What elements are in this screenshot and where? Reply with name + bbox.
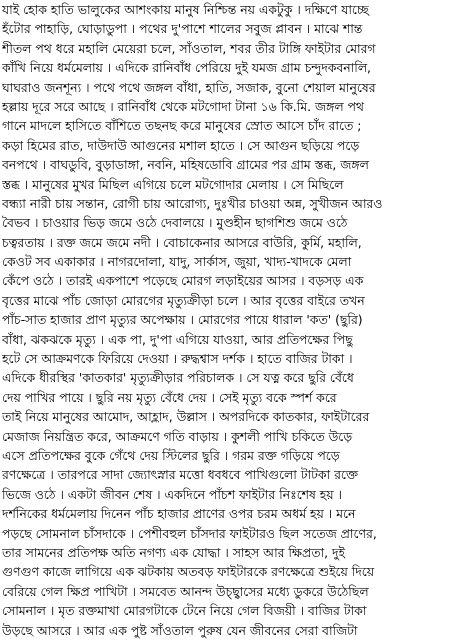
text-line: বেরিয়ে গেল ক্ষিপ্র পাখিটা । সমবেত আনন্দ উচ্ছ্বাসের মধ্যে ডুকরে উঠেছিল <box>2 583 369 599</box>
text-line: বনপথে । বাঘডুবি, বুড়াডাঙ্গা, নবনি, মহিষডোবি গ্রামের পর গ্রাম স্তব্ধ, জঙ্গল <box>2 157 369 173</box>
text-line: পাঁচ-সাত হাজার প্রাণ মৃত্যুর অপেক্ষায় । মোরগের পায়ে ধারাল 'কত' (ছুরি) <box>2 312 363 328</box>
text-line: হঁটোর পাহাড়ি, ঘোড়াডুপা । পথের দু'পাশে শালের সবুজ প্লাবন । মাঝে শান্ত <box>2 21 363 37</box>
text-line: রণক্ষেত্রে । তারপরে সাদা জ্যোৎস্নার মত্তো ধবধবে পাখিগুলো টাটকা রক্তে <box>2 467 358 483</box>
text-line: কেঁপে ওঠে । তারই একপাশে পড়েছে মোরগ লড়াইয়ের আসর । বড়সড় এক <box>2 273 364 289</box>
text-line: বৈভব । চাওয়ার ভিড় জমে ওঠে দেবালয়ে । মুণ্ডহীন ছাগশিশু জমে ওঠে <box>2 215 348 231</box>
text-line: হল্লায় দূরে সরে আছে । রানিবাঁধ থেকে মটগোদা টানা ১৬ কি.মি. জঙ্গল পথ <box>2 98 364 114</box>
text-line: স্তব্ধ । মানুষের মুখর মিছিল এগিয়ে চলে মটগোদার মেলায় । সে মিছিলে <box>2 176 344 192</box>
text-line: যাই হোক হাতি ভালুকের আশংকায় মানুষ নিশ্চিন্ত নয় একটুকু । দক্ষিণে যাচ্ছে <box>2 2 369 17</box>
text-line: ঘাঘরাও জনশূন্য । পথে পথে জঙ্গল বাঁধা, হাতি, সজাক, বুনো শেয়াল মানুষের <box>2 79 376 95</box>
text-line: চত্বরতায় । রক্ত জমে জমে নদী । বোচাকেনার আসরে বাউরি, কুর্মি, মহালি, <box>2 234 362 250</box>
text-line: কাঁখি নিয়ে ধর্মমেলায় । এদিকে রানিবাঁধ পেরিয়ে দুই যমজ গ্রাম চন্দুদকবনালি, <box>2 60 371 76</box>
text-line: তার সামনের প্রতিপক্ষ অতি নগণ্য এক যোদ্ধা । সাহস আর ক্ষিপ্রতা, দুই <box>2 544 345 560</box>
text-line: গুণগুণ কাজে লাগিয়ে এক ঝটকায় অতবড় ফাইটারকে রণক্ষেত্রে শুইয়ে দিয়ে <box>2 564 375 580</box>
text-line: সোমনাল । মৃত রক্তমাখা মোরগটাকে টেনে নিয়ে গেল বিজয়ী । বাজির টাকা <box>2 603 367 619</box>
text-line: বাঁধা, ঝকঝকে মৃত্যু । এক পা, দু'পা এগিয়ে যাওয়া, আর প্রতিপক্ষের পিছু <box>2 331 353 347</box>
text-line: দর্শনিকের ধর্মমেলায় দিনেন পাঁচ হাজার প্রাণের ওপর চরম অধর্ম হয় । মনে <box>2 506 356 522</box>
text-line: বন্ধ্যা নারী চায় সন্তান, রোগী চায় আরোগ্য, দুঃখীর চাওয়া অন্ন, সুখীজন আরও <box>2 195 383 211</box>
text-line: এসে প্রতিপক্ষের বুকে গেঁথে দেয় স্টিলের ছুরি । গরম রক্ত গড়িয়ে পড়ে <box>2 447 340 463</box>
text-line: শীতল পথ ধরে মহালি মেয়েরা চলে, সাঁওতাল, শবর তীর টাঙ্গি ফাইটার মোরগ <box>2 40 376 56</box>
text-line: হটে সে আক্রমণকে ফিরিয়ে দেওয়া । রুদ্ধশ্বাস দর্শক । হাতে বাজির টাকা । <box>2 351 353 367</box>
document-page <box>2 0 455 640</box>
text-line: পড়ছে সোমনাল চাঁসদাকে । পেশীবহুল চাঁসদার ফাইটারও ছিল সতেজ প্রাণের, <box>2 525 377 541</box>
text-line: কেওট সব একাকার । নাগরদোলা, যাদু, সার্কাস, জুয়া, খাদ্য-খাদকে মেলা <box>2 254 352 270</box>
text-line: গানে মাদলে হাসিতে বাঁশিতে তছনছ করে মানুষের স্রোত আসে চাঁদ রাতে ; <box>2 118 362 134</box>
text-line: ভিজে ওঠে । একটা জীবন শেষ । একদিনে পাঁচশ ফাইটার নিঃশেষ হয় । <box>2 486 342 502</box>
text-line: বৃত্তের মাঝে পাঁচ জোড়া মোরগের মৃত্যুক্রীড়া চলে । আর বৃত্তের বাইরে তখন <box>2 292 365 308</box>
text-line: তাই নিয়ে মানুষের আমোদ, আহ্লাদ, উল্লাস । অপরদিকে কাতকার, ফাইটারের <box>2 409 370 425</box>
text-line: কড়া হিমের রাত, দাউদাউ আগুনের মশাল হাতে । সে আগুন ছড়িয়ে পড়ে <box>2 137 360 153</box>
text-line: এদিকে ধীরস্থির 'কাতকার' মৃত্যুক্রীড়ার পরিচালক । সে যত্ন করে ছুরি বেঁধে <box>2 370 354 386</box>
text-line: দেয় পাখির পায়ে । ছুরি নয় মৃত্যু বেঁধে দেয় । সেই মৃত্যু বকে স্পর্শ করে <box>2 389 337 405</box>
text-line: উড়ছে আসরে । আর এক পুষ্ট সাঁওতাল পুরুষ যেন জীবনের সেরা বাজিটা <box>2 622 358 638</box>
text-line: মেজাজ নিয়ন্ত্রিত করে, আক্রমণে গতি বাড়ায় । কুশলী পাখি চকিতে উড়ে <box>2 428 353 444</box>
